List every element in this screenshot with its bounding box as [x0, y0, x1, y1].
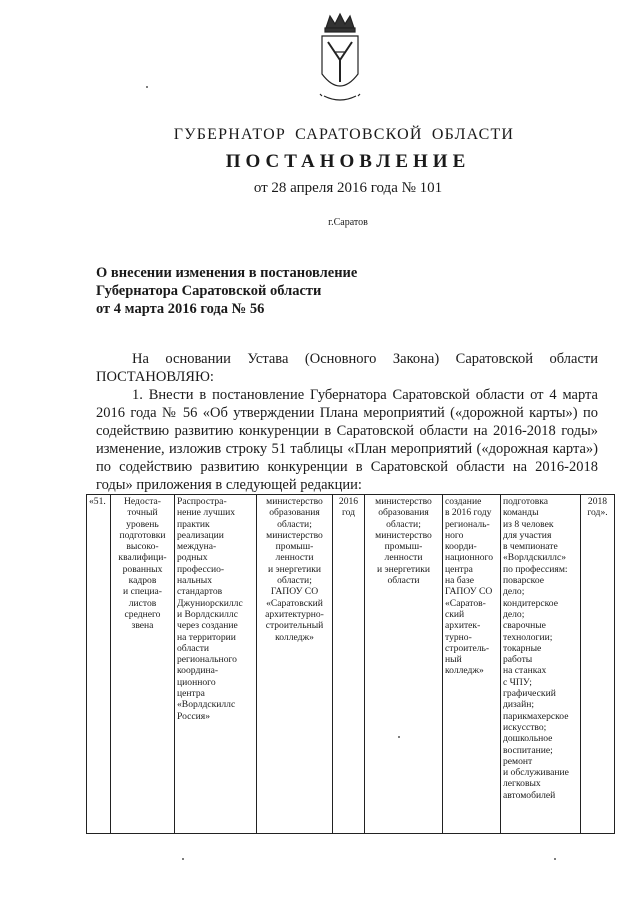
document-date: от 28 апреля 2016 года № 101	[253, 180, 443, 196]
plan-table	[86, 494, 615, 834]
document-body	[96, 350, 598, 494]
body-paragraph: 1. Внести в постановление Губернатора Саратовской области от 4 марта 2016 года № 56 «Об утверждении Плана мероприятий («дорожной карты») по содействию развитию конкуренции в Саратовской области на 2016-2018 годы» изменение, изложив строку 51 таблицы «План мероприятий («дорожная карта») по содействию развитию конкуренции в Саратовской области на 2016-2018 годы» приложения в следующей редакции:	[96, 387, 598, 493]
scan-speck	[398, 736, 400, 738]
scan-speck	[182, 858, 184, 860]
scan-speck	[146, 86, 148, 88]
scan-speck	[554, 858, 556, 860]
document-city: г.Саратов	[328, 217, 368, 228]
table-cell-number: «51.	[87, 495, 111, 834]
table-cell-year: 2018 год».	[581, 495, 615, 834]
table-cell-term: 2016 год	[333, 495, 365, 834]
table-cell-problem: Недоста- точный уровень подготовки высоко- квалифици- рованных кадров и специа- листов среднего звена	[111, 495, 175, 834]
body-paragraph: ПОСТАНОВЛЯЮ:	[96, 369, 214, 385]
table-cell-responsible: министерство образования области; министерство промыш- ленности и энергетики области	[365, 495, 443, 834]
table-cell-indicator: подготовка команды из 8 человек для участия в чемпионате «Ворлдскиллс» по профессиям: поварское дело; кондитерское дело; сварочные технологии; токарные работы на станках с ЧПУ; графический дизайн; парикмахерское искусство; дошкольное воспитание; ремонт и обслуживание легковых автомобилей	[501, 495, 581, 834]
subject-line: Губернатора Саратовской области	[96, 283, 322, 299]
table-cell-measure: Распростра- нение лучших практик реализации междуна- родных профессио- нальных стандартов Джуниорскиллс и Ворлдскиллс через создание на территории области регионального координа- ционного центра «Ворлдскиллс Россия»	[175, 495, 257, 834]
table-row	[87, 495, 615, 834]
saratov-coat-of-arms-icon	[300, 12, 380, 112]
subject-line: О внесении изменения в постановление	[96, 265, 358, 281]
table-cell-result: создание в 2016 году региональ- ного коорди- национного центра на базе ГАПОУ СО «Саратов- ский архитек- турно- строитель- ный колледж»	[443, 495, 501, 834]
document-type: ПОСТАНОВЛЕНИЕ	[225, 151, 471, 172]
document-subject	[96, 264, 456, 318]
org-title: ГУБЕРНАТОР САРАТОВСКОЙ ОБЛАСТИ	[173, 126, 515, 143]
subject-line: от 4 марта 2016 года № 56	[96, 301, 265, 317]
body-paragraph: На основании Устава (Основного Закона) Саратовской области	[132, 351, 598, 367]
table-cell-executors: министерство образования области; министерство промыш- ленности и энергетики области; ГАПОУ СО «Саратовский архитектурно- строительный колледж»	[257, 495, 333, 834]
